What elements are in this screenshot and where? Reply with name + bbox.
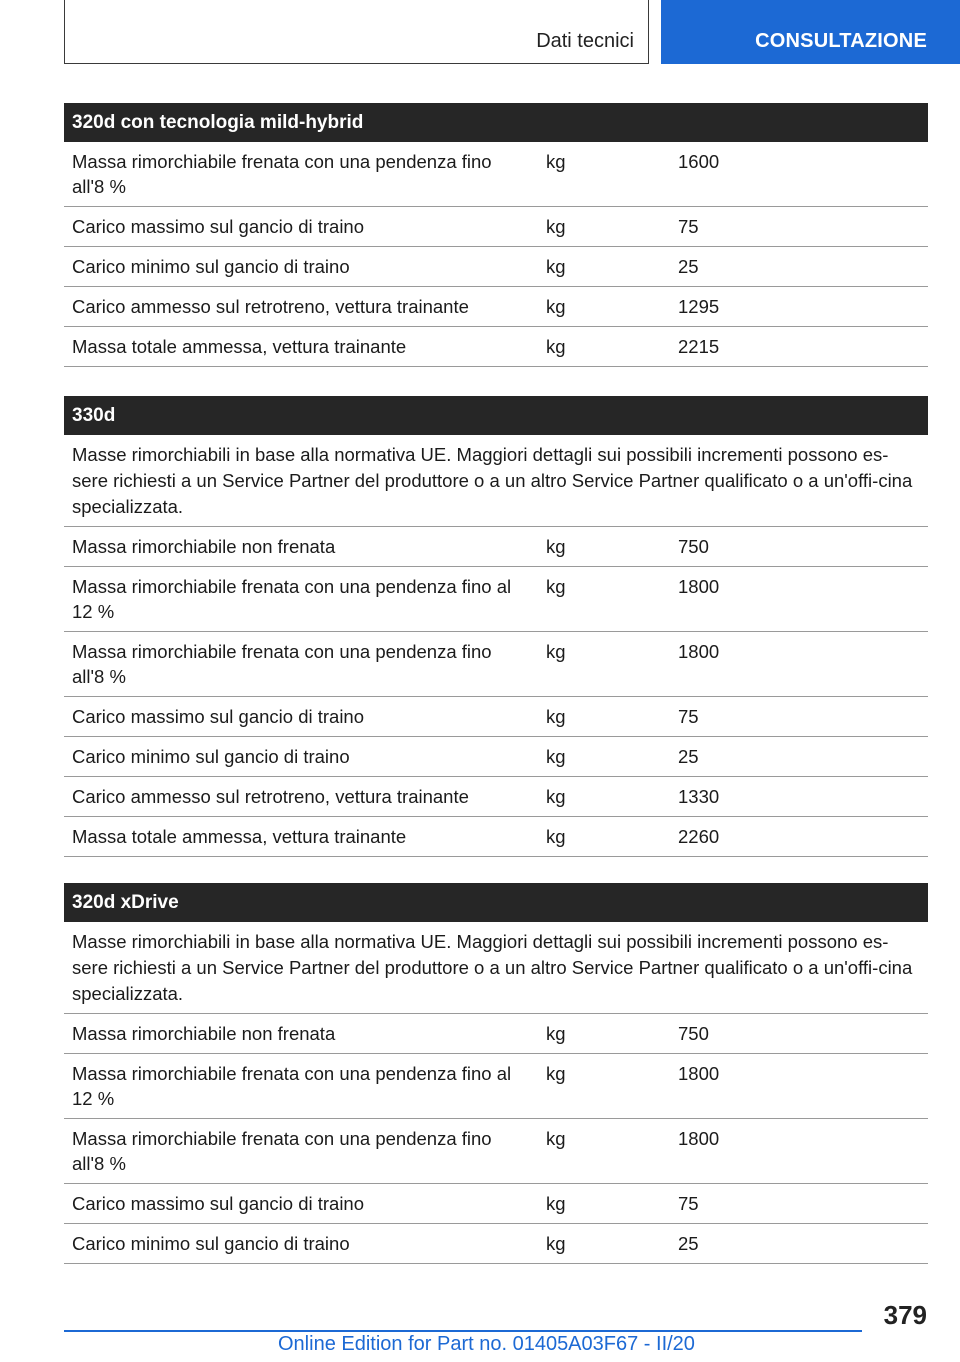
row-value: 75 [678, 216, 699, 237]
header-frame [64, 0, 649, 64]
row-value: 750 [678, 536, 709, 557]
row-value: 2260 [678, 826, 720, 847]
row-unit: kg [546, 786, 566, 807]
table-row [64, 1014, 928, 1054]
row-label: Carico massimo sul gancio di traino [72, 1193, 365, 1214]
row-value: 75 [678, 706, 699, 727]
row-value: 750 [678, 1023, 709, 1044]
table-row [64, 737, 928, 777]
table-note: Masse rimorchiabili in base alla normativa UE. Maggiori dettagli sui possibili incrementi possono es-sere richiesti a un Service Partner del produttore o a un altro Service Partner qualificato o a un'offi-cina specializzata. [64, 922, 928, 1014]
table-row [64, 1119, 928, 1184]
row-value: 1800 [678, 1128, 720, 1149]
row-unit: kg [546, 746, 566, 767]
row-label: Massa totale ammessa, vettura trainante [72, 826, 407, 847]
row-label: Carico ammesso sul retrotreno, vettura trainante [72, 786, 469, 807]
table-row [64, 777, 928, 817]
section-title: Dati tecnici [536, 30, 634, 52]
edition-link[interactable]: Online Edition for Part no. 01405A03F67 - II/20 [278, 1333, 695, 1355]
row-unit: kg [546, 336, 566, 357]
table-row [64, 327, 928, 367]
row-unit: kg [546, 826, 566, 847]
row-label: Carico minimo sul gancio di traino [72, 256, 350, 277]
table-note: Masse rimorchiabili in base alla normativa UE. Maggiori dettagli sui possibili incrementi possono es-sere richiesti a un Service Partner del produttore o a un altro Service Partner qualificato o a un'offi-cina specializzata. [64, 435, 928, 527]
row-label: Massa rimorchiabile frenata con una pendenza fino al 12 % [72, 576, 512, 622]
row-value: 1800 [678, 1063, 720, 1084]
row-unit: kg [546, 1128, 566, 1149]
table-title: 330d [64, 396, 928, 435]
table-title: 320d xDrive [64, 883, 928, 922]
table-row [64, 142, 928, 207]
table-row [64, 1224, 928, 1264]
table-row [64, 817, 928, 857]
row-unit: kg [546, 1063, 566, 1084]
row-value: 75 [678, 1193, 699, 1214]
spec-table-320d-mild-hybrid [64, 103, 928, 367]
page-number: 379 [883, 1300, 927, 1330]
row-value: 25 [678, 746, 699, 767]
row-value: 1295 [678, 296, 720, 317]
row-unit: kg [546, 536, 566, 557]
tab-consultazione[interactable] [661, 0, 960, 64]
table-row [64, 1184, 928, 1224]
row-value: 1330 [678, 786, 720, 807]
row-label: Carico minimo sul gancio di traino [72, 1233, 350, 1254]
spec-table-330d [64, 396, 928, 857]
row-value: 1600 [678, 151, 720, 172]
row-label: Carico minimo sul gancio di traino [72, 746, 350, 767]
row-label: Carico massimo sul gancio di traino [72, 216, 365, 237]
row-unit: kg [546, 296, 566, 317]
row-value: 1800 [678, 641, 720, 662]
row-value: 25 [678, 1233, 699, 1254]
row-label: Carico ammesso sul retrotreno, vettura trainante [72, 296, 469, 317]
row-unit: kg [546, 1023, 566, 1044]
table-row [64, 247, 928, 287]
table-row [64, 527, 928, 567]
row-value: 2215 [678, 336, 720, 357]
table-row [64, 287, 928, 327]
footer-divider [64, 1330, 862, 1332]
row-unit: kg [546, 256, 566, 277]
row-unit: kg [546, 576, 566, 597]
table-row [64, 1054, 928, 1119]
row-unit: kg [546, 706, 566, 727]
row-unit: kg [546, 216, 566, 237]
row-label: Massa rimorchiabile frenata con una pendenza fino al 12 % [72, 1063, 512, 1109]
row-label: Massa rimorchiabile non frenata [72, 1023, 336, 1044]
row-unit: kg [546, 151, 566, 172]
table-row [64, 697, 928, 737]
table-row [64, 207, 928, 247]
row-unit: kg [546, 641, 566, 662]
row-unit: kg [546, 1193, 566, 1214]
spec-table-320d-xdrive [64, 883, 928, 1264]
row-value: 1800 [678, 576, 720, 597]
tab-label: CONSULTAZIONE [755, 30, 927, 52]
table-row [64, 567, 928, 632]
row-label: Massa rimorchiabile frenata con una pendenza fino all'8 % [72, 641, 492, 687]
row-label: Massa rimorchiabile frenata con una pendenza fino all'8 % [72, 1128, 492, 1174]
row-label: Massa rimorchiabile frenata con una pendenza fino all'8 % [72, 151, 492, 197]
row-label: Massa totale ammessa, vettura trainante [72, 336, 407, 357]
row-label: Carico massimo sul gancio di traino [72, 706, 365, 727]
table-row [64, 632, 928, 697]
row-unit: kg [546, 1233, 566, 1254]
row-value: 25 [678, 256, 699, 277]
table-title: 320d con tecnologia mild-hybrid [64, 103, 928, 142]
row-label: Massa rimorchiabile non frenata [72, 536, 336, 557]
